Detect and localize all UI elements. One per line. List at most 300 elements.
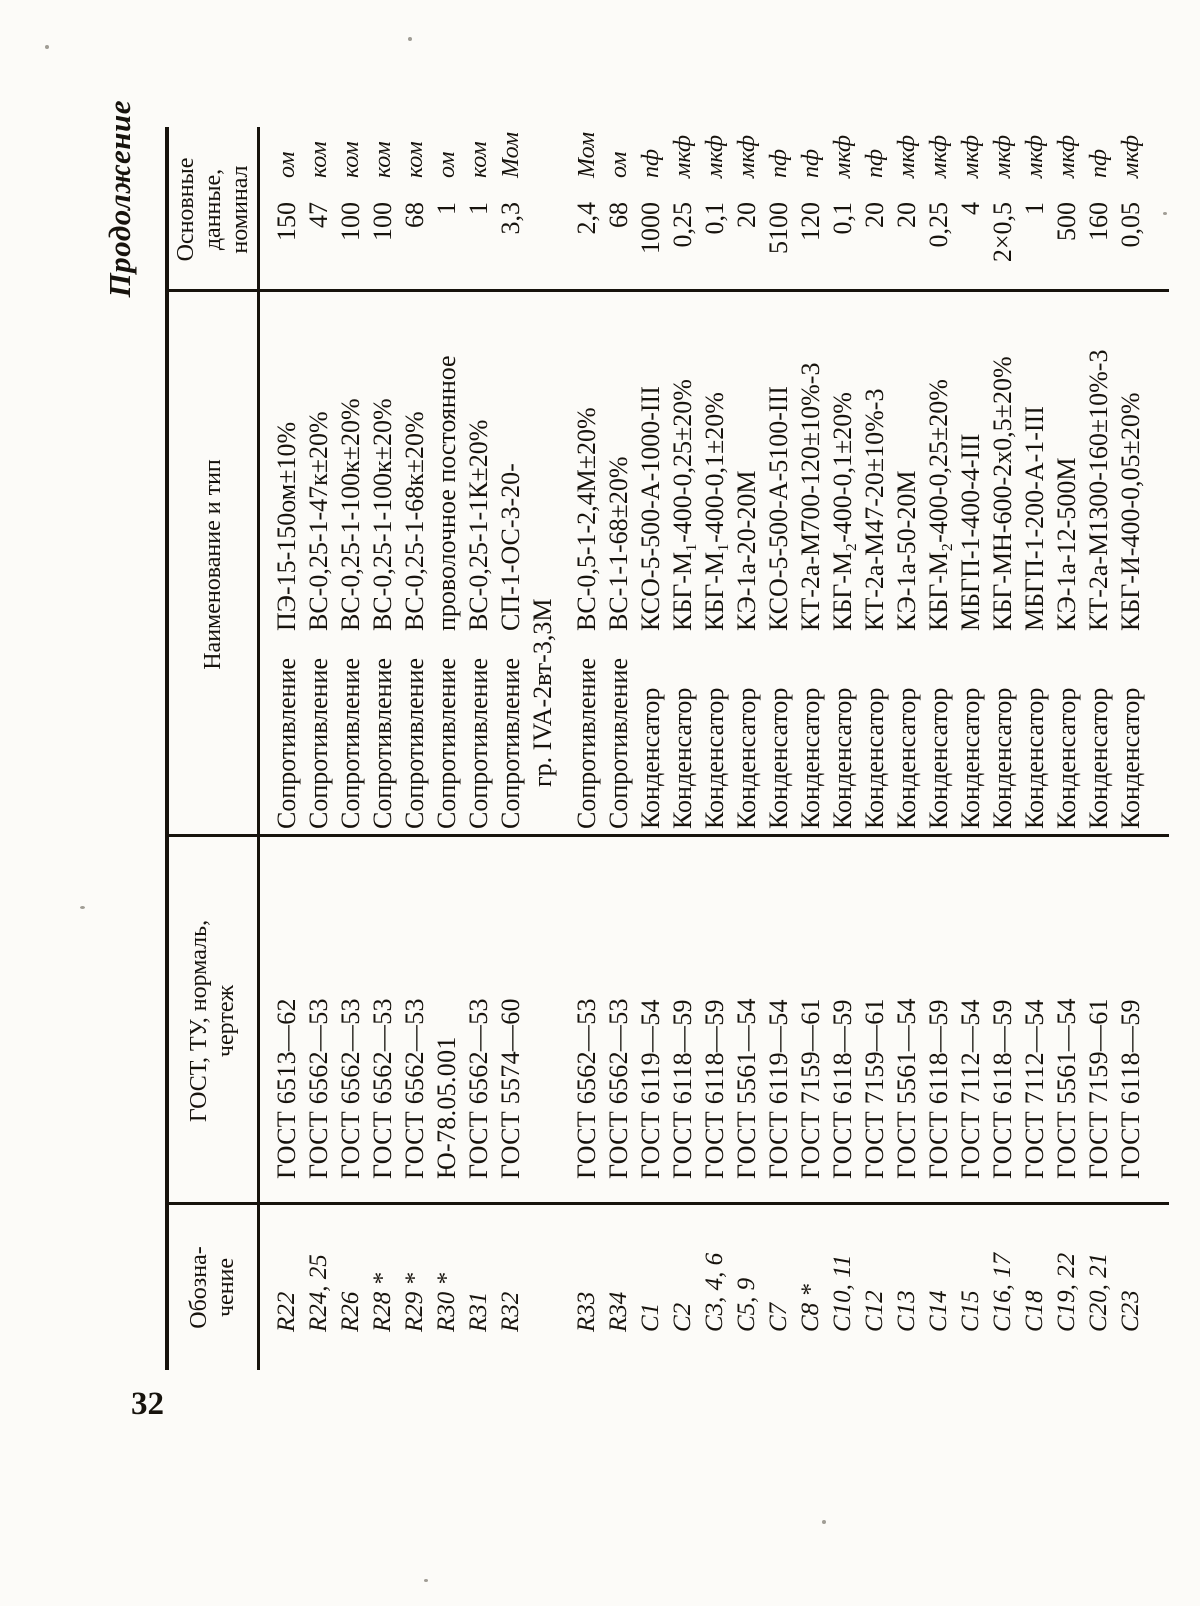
- name-cell: [495, 292, 559, 837]
- gost-number: Ю-78.05.001: [432, 1036, 461, 1179]
- designation: C16, 17: [989, 1252, 1016, 1332]
- nominal-cell: [335, 127, 367, 292]
- table-row: [859, 127, 891, 1370]
- nominal-unit: мкф: [894, 135, 920, 178]
- nominal-value: 1: [464, 202, 493, 215]
- name-cell: [795, 292, 827, 837]
- gost-number: ГОСТ 6118—59: [700, 999, 729, 1179]
- table-header-row: [169, 127, 257, 1370]
- component-type: ВС-0,25-1-100к±20%: [336, 398, 365, 631]
- nominal-cell: [1019, 127, 1051, 292]
- component-type: ВС-1-1-68±20%: [604, 456, 633, 631]
- component-category: Конденсатор: [796, 687, 825, 829]
- gost-cell: [303, 837, 335, 1205]
- name-cell: [1019, 292, 1051, 837]
- name-line: [1051, 292, 1083, 829]
- designation-cell: [891, 1205, 923, 1370]
- component-category: Сопротивление: [336, 657, 365, 829]
- nominal-unit: мкф: [958, 135, 984, 178]
- table-row: [399, 127, 431, 1370]
- table-body: [257, 127, 1147, 1370]
- designation: R26: [337, 1291, 364, 1332]
- component-type: ВС-0,25-1-68к±20%: [400, 411, 429, 631]
- name-line: [603, 292, 635, 829]
- gost-cell: [431, 837, 463, 1205]
- nominal-unit: ом: [434, 151, 460, 178]
- component-type: проволочное постоянное: [432, 355, 461, 631]
- nominal-unit: мкф: [1118, 135, 1144, 178]
- designation: R28 *: [369, 1272, 396, 1332]
- name-cell: [923, 292, 955, 837]
- designation: C7: [765, 1302, 792, 1332]
- component-type: КТ-2а-М1300-160±10%-3: [1084, 349, 1113, 631]
- component-type: КБГ-М₂-400-0,25±20%: [924, 379, 953, 631]
- nominal-cell: [271, 127, 303, 292]
- nominal-value: 0,25: [924, 202, 953, 248]
- component-category: Конденсатор: [828, 687, 857, 829]
- name-line: [859, 292, 891, 829]
- component-category: Конденсатор: [924, 687, 953, 829]
- header-designation-line1: Обозна-: [186, 1246, 212, 1329]
- nominal-cell: [1051, 127, 1083, 292]
- table-row: [635, 127, 667, 1370]
- designation-cell: [1115, 1205, 1147, 1370]
- gost-cell: [859, 837, 891, 1205]
- header-gost: [169, 837, 257, 1205]
- gost-cell: [367, 837, 399, 1205]
- gost-cell: [1083, 837, 1115, 1205]
- nominal-value: 500: [1052, 202, 1081, 241]
- designation-cell: [463, 1205, 495, 1370]
- designation: C3, 4, 6: [701, 1252, 728, 1332]
- header-nominal: [169, 127, 257, 292]
- table-row: [699, 127, 731, 1370]
- name-cell: [303, 292, 335, 837]
- component-category: Сопротивление: [496, 657, 525, 829]
- gost-cell: [635, 837, 667, 1205]
- nominal-value: 68: [400, 202, 429, 228]
- name-cell: [699, 292, 731, 837]
- component-category: Конденсатор: [988, 687, 1017, 829]
- component-category: Конденсатор: [956, 687, 985, 829]
- nominal-unit: пф: [638, 148, 664, 178]
- component-type: КБГ-М₁-400-0,1±20%: [700, 392, 729, 631]
- designation: C13: [893, 1290, 920, 1332]
- gost-number: ГОСТ 7112—54: [1020, 999, 1049, 1179]
- gost-number: ГОСТ 5561—54: [892, 998, 921, 1179]
- gost-number: ГОСТ 5561—54: [732, 998, 761, 1179]
- nominal-value: 150: [272, 202, 301, 241]
- designation-cell: [431, 1205, 463, 1370]
- name-cell: [891, 292, 923, 837]
- nominal-value: 160: [1084, 202, 1113, 241]
- component-category: Конденсатор: [764, 687, 793, 829]
- nominal-cell: [699, 127, 731, 292]
- gost-number: ГОСТ 6118—59: [668, 999, 697, 1179]
- nominal-cell: [431, 127, 463, 292]
- gost-cell: [495, 837, 559, 1205]
- nominal-cell: [603, 127, 635, 292]
- nominal-cell: [795, 127, 827, 292]
- nominal-value: 4: [956, 202, 985, 215]
- header-gost-line1: ГОСТ, ТУ, нормаль,: [186, 919, 212, 1123]
- header-designation: [169, 1205, 257, 1370]
- designation-cell: [827, 1205, 859, 1370]
- name-cell: [987, 292, 1019, 837]
- designation-cell: [571, 1205, 603, 1370]
- name-cell: [1115, 292, 1147, 837]
- designation: C19, 22: [1053, 1252, 1080, 1332]
- nominal-value: 2,4: [572, 202, 601, 235]
- name-cell: [731, 292, 763, 837]
- name-line: [1115, 292, 1147, 829]
- name-cell: [463, 292, 495, 837]
- header-designation-line2: чение: [213, 1257, 239, 1318]
- table-row: [603, 127, 635, 1370]
- nominal-value: 0,05: [1116, 202, 1145, 248]
- component-type: КБГ-М₁-400-0,25±20%: [668, 379, 697, 631]
- gost-number: ГОСТ 6562—53: [400, 998, 429, 1179]
- nominal-cell: [1083, 127, 1115, 292]
- nominal-value: 2×0,5: [988, 202, 1017, 263]
- name-line: [891, 292, 923, 829]
- name-cell: [399, 292, 431, 837]
- designation: C23: [1117, 1290, 1144, 1332]
- name-line: [495, 292, 527, 829]
- designation: C1: [637, 1302, 664, 1332]
- nominal-unit: мкф: [990, 135, 1016, 178]
- component-category: Конденсатор: [668, 687, 697, 829]
- component-type: ВС-0,25-1-47к±20%: [304, 411, 333, 631]
- gost-number: ГОСТ 5574—60: [496, 998, 525, 1179]
- component-type: ВС-0,5-1-2,4М±20%: [572, 407, 601, 631]
- gost-number: ГОСТ 7159—61: [860, 998, 889, 1179]
- table-row: [827, 127, 859, 1370]
- table-row: [571, 127, 603, 1370]
- name-line: [399, 292, 431, 829]
- component-type: ВС-0,25-1-100к±20%: [368, 398, 397, 631]
- component-category: Конденсатор: [732, 687, 761, 829]
- table-row: [923, 127, 955, 1370]
- table-row: [955, 127, 987, 1370]
- gost-cell: [335, 837, 367, 1205]
- gost-number: ГОСТ 6118—59: [988, 999, 1017, 1179]
- name-line: [1083, 292, 1115, 829]
- component-category: Конденсатор: [860, 687, 889, 829]
- gost-number: ГОСТ 6513—62: [272, 998, 301, 1179]
- designation: R33: [573, 1291, 600, 1332]
- nominal-cell: [303, 127, 335, 292]
- component-type: КТ-2а-М47-20±10%-3: [860, 388, 889, 631]
- gost-number: ГОСТ 5561—54: [1052, 998, 1081, 1179]
- nominal-value: 20: [732, 202, 761, 228]
- header-name-and-type: [169, 292, 257, 837]
- name-cell: [271, 292, 303, 837]
- designation: C5, 9: [733, 1277, 760, 1332]
- component-type: КБГ-М₂-400-0,1±20%: [828, 392, 857, 631]
- designation: R32: [497, 1291, 524, 1332]
- nominal-cell: [463, 127, 495, 292]
- nominal-value: 100: [368, 202, 397, 241]
- component-type: ВС-0,25-1-1К±20%: [464, 419, 493, 631]
- header-name-and-type-label: Наименование и тип: [199, 459, 226, 670]
- name-line: [303, 292, 335, 829]
- component-type: КЭ-1а-12-500М: [1052, 457, 1081, 631]
- name-cell: [367, 292, 399, 837]
- name-line: [571, 292, 603, 829]
- table-row: [1115, 127, 1147, 1370]
- gost-number: ГОСТ 6119—54: [636, 999, 665, 1179]
- designation: C10, 11: [829, 1254, 856, 1332]
- component-category: Конденсатор: [892, 687, 921, 829]
- name-line: [795, 292, 827, 829]
- name-line: [335, 292, 367, 829]
- component-type: КБГ-И-400-0,05±20%: [1116, 392, 1145, 631]
- gost-number: ГОСТ 6562—53: [464, 998, 493, 1179]
- nominal-value: 0,1: [700, 202, 729, 235]
- designation-cell: [923, 1205, 955, 1370]
- nominal-value: 0,25: [668, 202, 697, 248]
- nominal-unit: пф: [798, 148, 824, 178]
- gost-number: ГОСТ 6119—54: [764, 999, 793, 1179]
- table-row: [431, 127, 463, 1370]
- nominal-unit: ом: [274, 151, 300, 178]
- header-nominal-line3: номинал: [226, 165, 253, 254]
- nominal-unit: пф: [862, 148, 888, 178]
- component-type: СП-1-ОС-3-20-: [496, 463, 525, 631]
- name-cell: [571, 292, 603, 837]
- gost-cell: [731, 837, 763, 1205]
- component-type: КЭ-1а-50-20М: [892, 470, 921, 631]
- name-cell: [955, 292, 987, 837]
- gost-cell: [571, 837, 603, 1205]
- table-row: [667, 127, 699, 1370]
- gost-number: ГОСТ 7159—61: [796, 998, 825, 1179]
- designation-cell: [1019, 1205, 1051, 1370]
- component-category: Конденсатор: [636, 687, 665, 829]
- gost-number: ГОСТ 6562—53: [336, 998, 365, 1179]
- name-cell: [603, 292, 635, 837]
- designation-cell: [955, 1205, 987, 1370]
- designation-cell: [859, 1205, 891, 1370]
- gost-cell: [891, 837, 923, 1205]
- name-line: [763, 292, 795, 829]
- component-category: Сопротивление: [304, 657, 333, 829]
- gost-number: ГОСТ 6118—59: [828, 999, 857, 1179]
- header-nominal-line2: данные,: [199, 168, 226, 251]
- component-category: Конденсатор: [700, 687, 729, 829]
- component-type-line2: гр. IVA-2вт-3,3М: [528, 598, 557, 787]
- nominal-unit: ком: [338, 141, 364, 178]
- gost-number: ГОСТ 7159—61: [1084, 998, 1113, 1179]
- nominal-cell: [987, 127, 1019, 292]
- gost-cell: [827, 837, 859, 1205]
- gost-cell: [399, 837, 431, 1205]
- table-row: [1019, 127, 1051, 1370]
- nominal-unit: ком: [370, 141, 396, 178]
- gost-number: ГОСТ 6118—59: [924, 999, 953, 1179]
- nominal-unit: Мом: [574, 131, 600, 178]
- component-category: Конденсатор: [1116, 687, 1145, 829]
- table-row: [463, 127, 495, 1370]
- table-row: [367, 127, 399, 1370]
- nominal-cell: [859, 127, 891, 292]
- designation: R30 *: [433, 1272, 460, 1332]
- component-category: Сопротивление: [368, 657, 397, 829]
- name-line: [367, 292, 399, 829]
- nominal-cell: [635, 127, 667, 292]
- gost-cell: [987, 837, 1019, 1205]
- nominal-unit: ом: [606, 151, 632, 178]
- component-type: КСО-5-500-А-5100-III: [764, 386, 793, 631]
- designation: R31: [465, 1291, 492, 1332]
- table-row: [495, 127, 559, 1370]
- component-category: Конденсатор: [1052, 687, 1081, 829]
- table-row: [1083, 127, 1115, 1370]
- gost-cell: [1115, 837, 1147, 1205]
- component-type: КБГ-МН-600-2х0,5±20%: [988, 356, 1017, 631]
- nominal-cell: [763, 127, 795, 292]
- designation: C15: [957, 1290, 984, 1332]
- name-line: [987, 292, 1019, 829]
- nominal-cell: [731, 127, 763, 292]
- gost-number: ГОСТ 6562—53: [368, 998, 397, 1179]
- nominal-value: 1: [432, 202, 461, 215]
- gost-cell: [763, 837, 795, 1205]
- designation-cell: [987, 1205, 1019, 1370]
- table-row: [891, 127, 923, 1370]
- name-line: [923, 292, 955, 829]
- name-line: [431, 292, 463, 829]
- gost-cell: [603, 837, 635, 1205]
- gost-cell: [271, 837, 303, 1205]
- designation-cell: [367, 1205, 399, 1370]
- table-row: [763, 127, 795, 1370]
- designation: C20, 21: [1085, 1252, 1112, 1332]
- nominal-value: 3,3: [496, 202, 525, 235]
- designation: R24, 25: [305, 1254, 332, 1332]
- component-category: Сопротивление: [464, 657, 493, 829]
- gost-number: ГОСТ 6562—53: [572, 998, 601, 1179]
- name-cell: [763, 292, 795, 837]
- name-line: [1019, 292, 1051, 829]
- designation: C2: [669, 1302, 696, 1332]
- designation: R34: [605, 1291, 632, 1332]
- designation-cell: [1083, 1205, 1115, 1370]
- nominal-cell: [495, 127, 559, 292]
- component-type: МБГП-1-400-4-III: [956, 433, 985, 631]
- gost-cell: [1051, 837, 1083, 1205]
- nominal-unit: пф: [1086, 148, 1112, 178]
- nominal-cell: [891, 127, 923, 292]
- designation-cell: [495, 1205, 559, 1370]
- continuation-label: Продолжение: [102, 100, 137, 298]
- nominal-value: 5100: [764, 202, 793, 254]
- name-cell: [859, 292, 891, 837]
- designation-cell: [399, 1205, 431, 1370]
- name-cell: [827, 292, 859, 837]
- name-cell: [335, 292, 367, 837]
- component-category: Сопротивление: [400, 657, 429, 829]
- nominal-unit: мкф: [1054, 135, 1080, 178]
- nominal-value: 1: [1020, 202, 1049, 215]
- gost-number: ГОСТ 6118—59: [1116, 999, 1145, 1179]
- component-category: Конденсатор: [1020, 687, 1049, 829]
- designation-cell: [795, 1205, 827, 1370]
- gost-cell: [463, 837, 495, 1205]
- table-row: [335, 127, 367, 1370]
- designation-cell: [1051, 1205, 1083, 1370]
- name-cell: [1051, 292, 1083, 837]
- gost-cell: [795, 837, 827, 1205]
- gost-cell: [667, 837, 699, 1205]
- parts-table: [165, 127, 1147, 1370]
- nominal-cell: [923, 127, 955, 292]
- nominal-unit: мкф: [670, 135, 696, 178]
- component-category: Сопротивление: [272, 657, 301, 829]
- nominal-value: 20: [892, 202, 921, 228]
- nominal-unit: мкф: [926, 135, 952, 178]
- table-row: [795, 127, 827, 1370]
- name-line: [731, 292, 763, 829]
- name-line: [699, 292, 731, 829]
- component-type: ПЭ-15-150ом±10%: [272, 421, 301, 631]
- component-category: Сопротивление: [604, 657, 633, 829]
- gost-number: ГОСТ 6562—53: [304, 998, 333, 1179]
- name-cell: [1083, 292, 1115, 837]
- nominal-cell: [571, 127, 603, 292]
- nominal-cell: [399, 127, 431, 292]
- name-line: [827, 292, 859, 829]
- designation-cell: [763, 1205, 795, 1370]
- nominal-unit: мкф: [702, 135, 728, 178]
- gost-number: ГОСТ 7112—54: [956, 999, 985, 1179]
- nominal-value: 20: [860, 202, 889, 228]
- nominal-cell: [1115, 127, 1147, 292]
- table-row: [271, 127, 303, 1370]
- component-type: КСО-5-500-А-1000-III: [636, 386, 665, 631]
- component-type: КТ-2а-М700-120±10%-3: [796, 362, 825, 631]
- gost-cell: [955, 837, 987, 1205]
- nominal-unit: ком: [402, 141, 428, 178]
- nominal-cell: [955, 127, 987, 292]
- name-line: [635, 292, 667, 829]
- nominal-cell: [367, 127, 399, 292]
- nominal-value: 47: [304, 202, 333, 228]
- nominal-value: 120: [796, 202, 825, 241]
- name-line: [667, 292, 699, 829]
- component-category: Конденсатор: [1084, 687, 1113, 829]
- name-cell: [667, 292, 699, 837]
- table-row: [303, 127, 335, 1370]
- page-number: 32: [131, 1386, 164, 1422]
- designation-cell: [667, 1205, 699, 1370]
- table-row: [987, 127, 1019, 1370]
- nominal-unit: Мом: [498, 131, 524, 178]
- nominal-unit: пф: [766, 148, 792, 178]
- table-row: [1051, 127, 1083, 1370]
- designation-cell: [303, 1205, 335, 1370]
- component-category: Сопротивление: [432, 657, 461, 829]
- designation: R29 *: [401, 1272, 428, 1332]
- component-type: КЭ-1а-20-20М: [732, 470, 761, 631]
- name-cell: [635, 292, 667, 837]
- table-row: [731, 127, 763, 1370]
- gost-cell: [699, 837, 731, 1205]
- gost-cell: [1019, 837, 1051, 1205]
- nominal-value: 100: [336, 202, 365, 241]
- nominal-unit: ком: [306, 141, 332, 178]
